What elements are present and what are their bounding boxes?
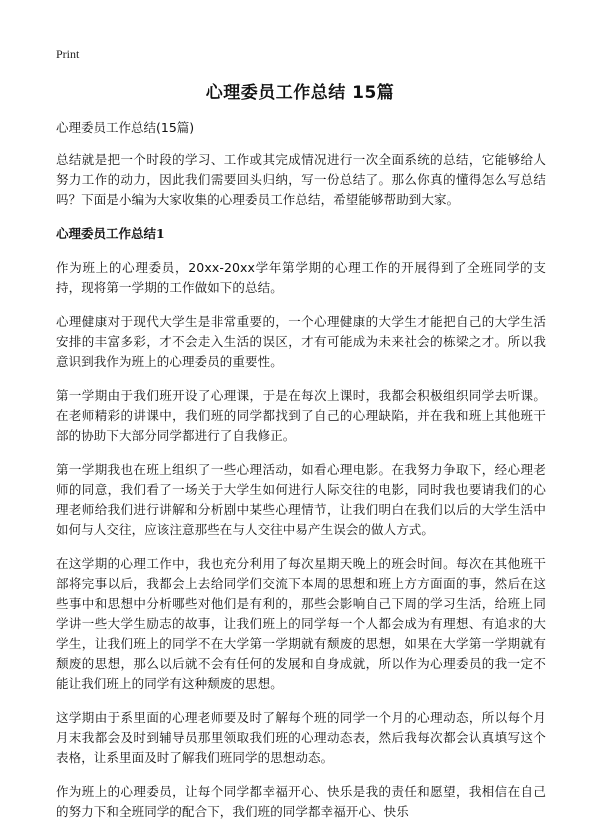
section-heading: 心理委员工作总结1 <box>56 226 165 241</box>
body-paragraph: 第一学期由于我们班开设了心理课，于是在每次上课时，我都会积极组织同学去听课。在老师精彩的讲课中，我们班的同学都找到了自己的心理缺陷，并在我和班上其他班干部的协助下大部分同学都进行了自我修正。 <box>56 388 546 443</box>
page-title: 心理委员工作总结 15篇 <box>205 83 395 103</box>
body-paragraph: 在这学期的心理工作中，我也充分利用了每次星期天晚上的班会时间。每次在其他班干部将完事以后，我都会上去给同学们交流下本周的思想和班上方方面面的事，然后在这些事中和思想中分析哪些对他们是有利的，那些会影响自己下周的学习生活，给班上同学讲一些大学生励志的故事，让我们班上的同学每一个人都会成为有理想、有追求的大学生，让我们班上的同学不在大学第一学期就有颓废的思想，如果在大学第一学期就有颓废的思想，那么以后就不会有任何的发展和自身成就，所以作为心理委员的我一定不能让我们班上的同学有这种颓废的思想。 <box>56 556 546 691</box>
body-paragraph: 作为班上的心理委员，让每个同学都幸福开心、快乐是我的责任和愿望，我相信在自己的努力下和全班同学的配合下，我们班的同学都幸福开心、快乐 <box>56 784 546 819</box>
body-paragraph: 作为班上的心理委员，20xx-20xx学年第学期的心理工作的开展得到了全班同学的支持，现将第一学期的工作做如下的总结。 <box>56 260 546 295</box>
document-subtitle: 心理委员工作总结(15篇) <box>56 120 195 135</box>
intro-paragraph: 总结就是把一个时段的学习、工作或其完成情况进行一次全面系统的总结，它能够给人努力工作的动力，因此我们需要回头归纳，写一份总结了。那么你真的懂得怎么写总结吗？下面是小编为大家收集的心理委员工作总结，希望能够帮助到大家。 <box>56 152 546 207</box>
body-paragraph: 心理健康对于现代大学生是非常重要的，一个心理健康的大学生才能把自己的大学生活安排的丰富多彩，才不会走入生活的误区，才有可能成为未来社会的栋梁之才。所以我意识到我作为班上的心理委员的重要性。 <box>56 314 546 369</box>
print-link[interactable]: Print <box>56 47 80 61</box>
document-body <box>56 118 546 836</box>
body-paragraph: 这学期由于系里面的心理老师要及时了解每个班的同学一个月的心理动态，所以每个月月末我都会及时到辅导员那里领取我们班的心理动态表，然后我每次都会认真填写这个表格，让系里面及时了解我们班同学的思想动态。 <box>56 710 546 765</box>
body-paragraph: 第一学期我也在班上组织了一些心理活动，如看心理电影。在我努力争取下，经心理老师的同意，我们看了一场关于大学生如何进行人际交往的电影，同时我也要请我们的心理老师给我们进行讲解和分析剧中某些心理情节，让我们明白在我们以后的大学生活中如何与人交往，应该注意那些在与人交往中易产生误会的做人方式。 <box>56 462 546 537</box>
